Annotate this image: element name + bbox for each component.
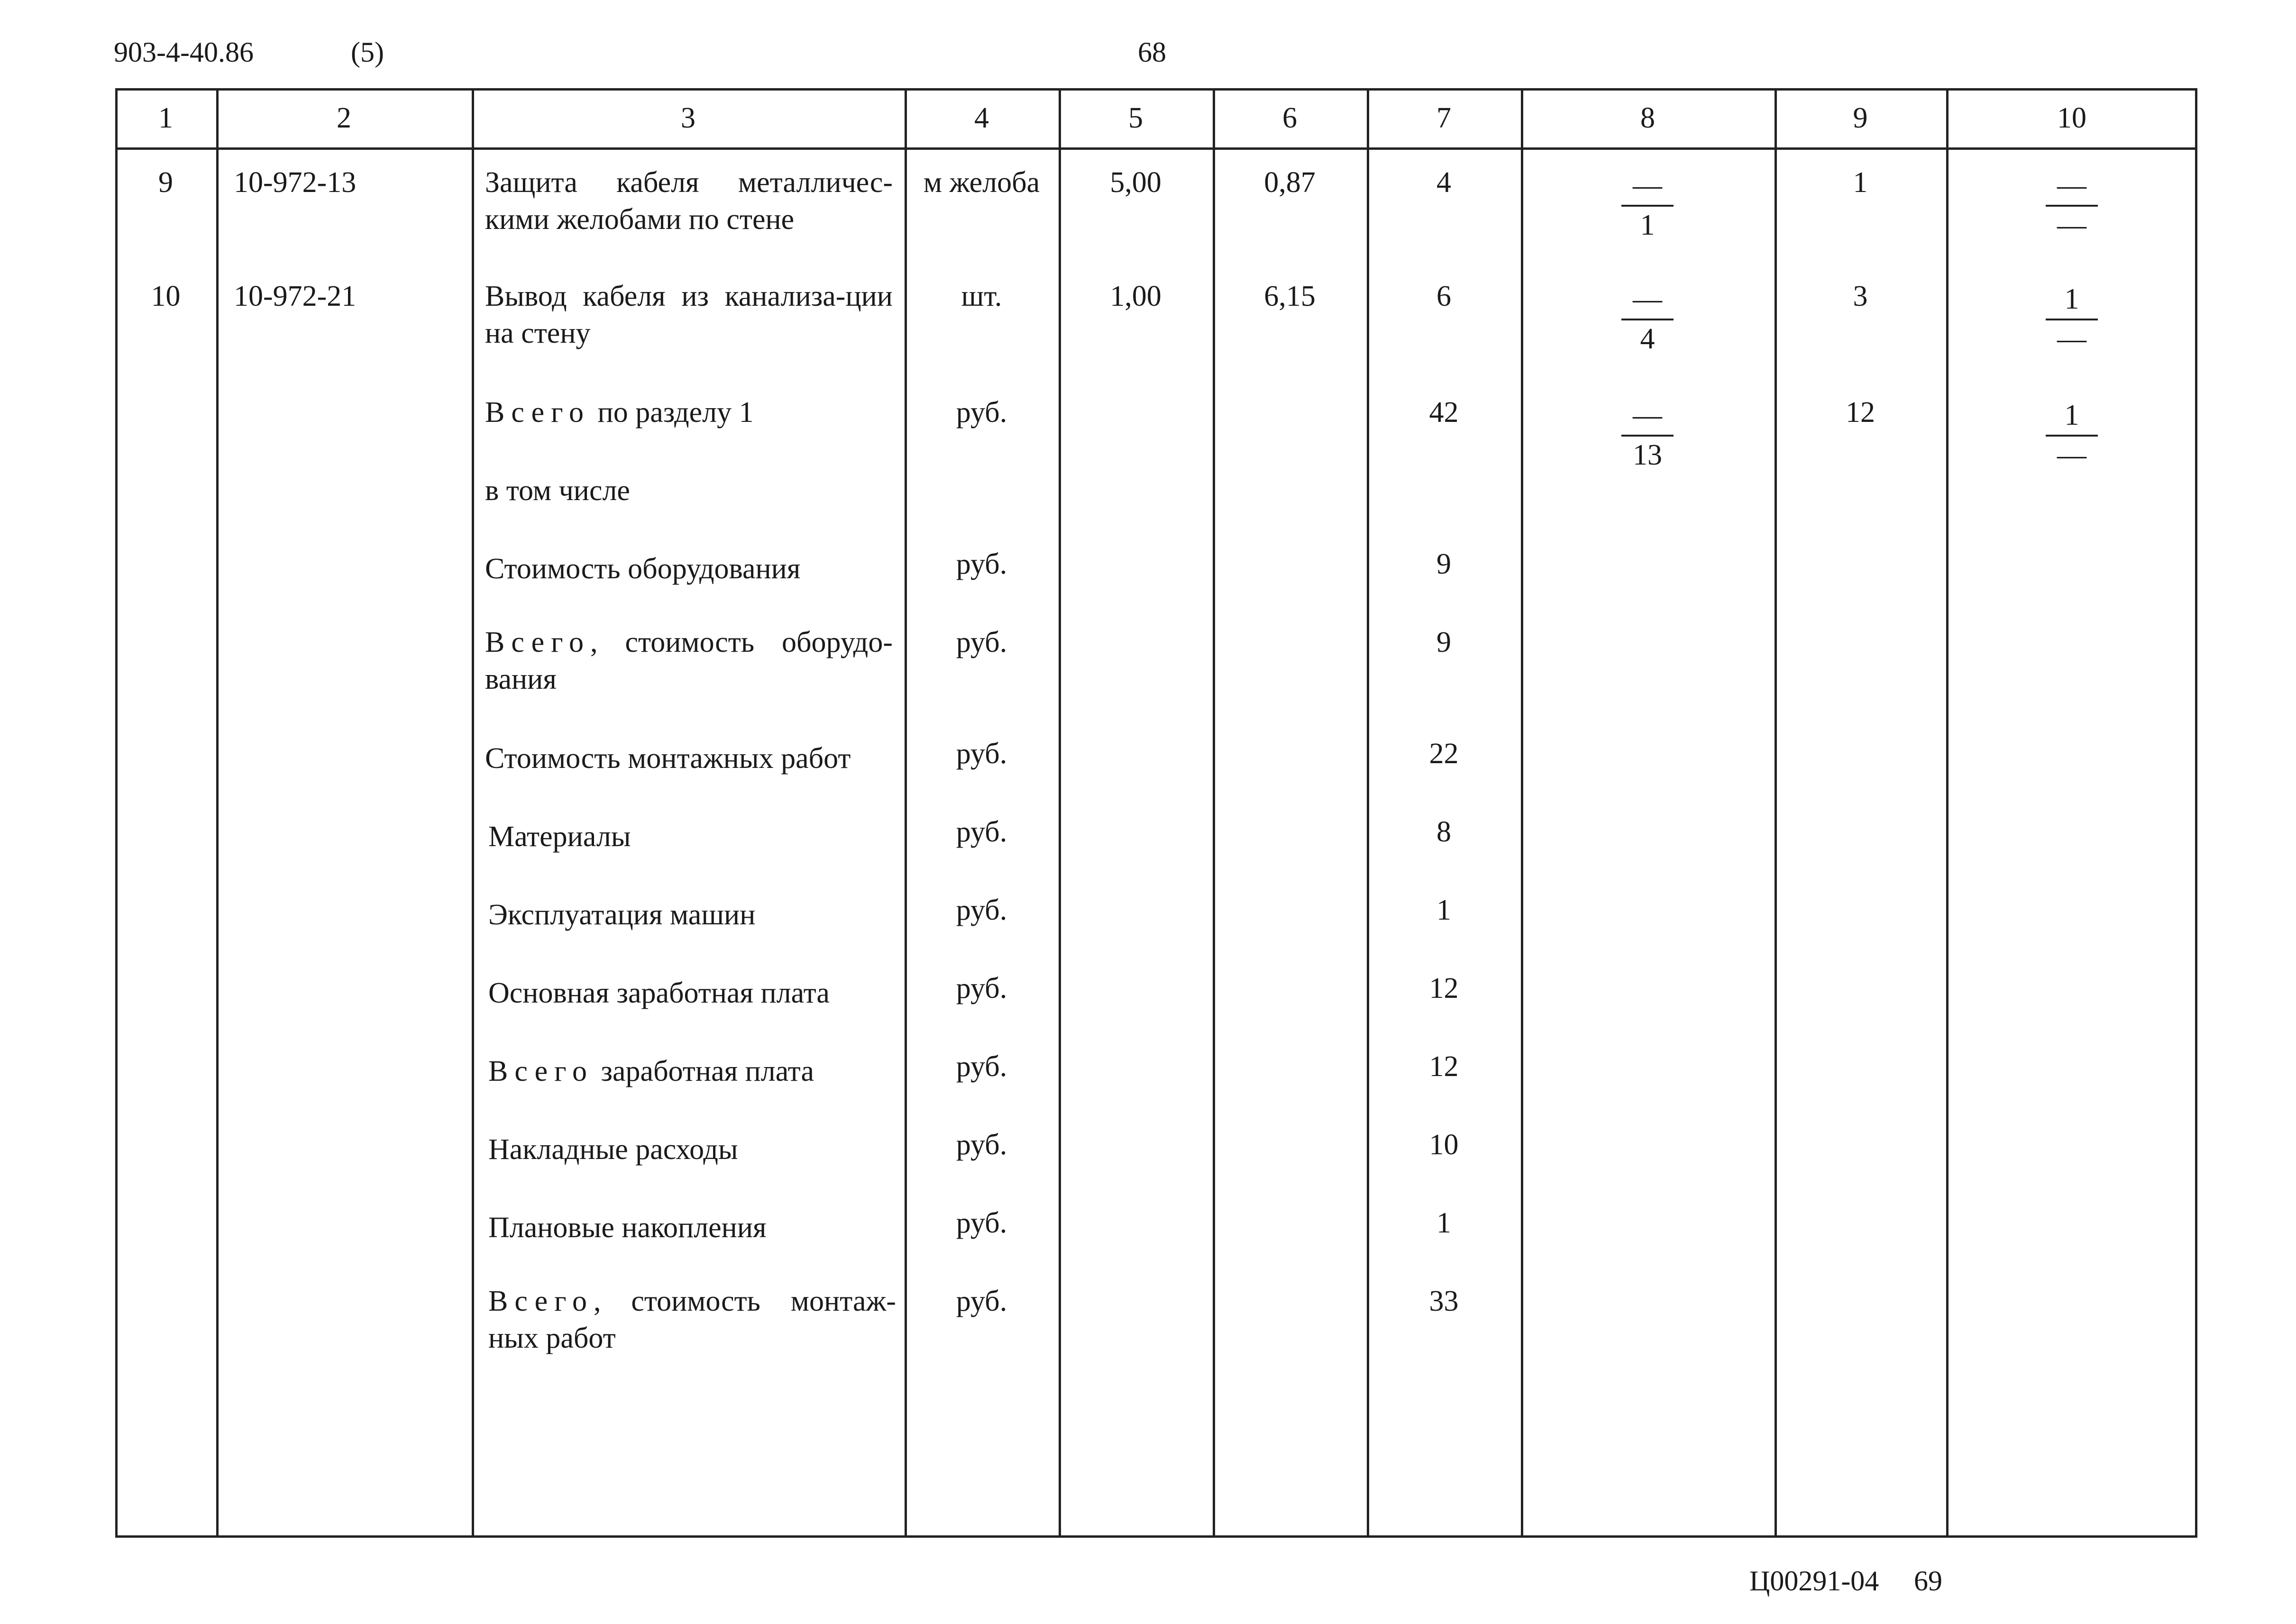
quantity: 1,00 (1110, 280, 1162, 312)
summary-unit: руб. (956, 1050, 1007, 1083)
col10-fraction: 1 — (2024, 399, 2119, 472)
column-header: 5 (1128, 102, 1143, 134)
unit-price: 6,15 (1264, 280, 1316, 312)
col9-value: 1 (1853, 166, 1868, 199)
work-description: Защита кабеля металличес-кими желобами по стене (485, 166, 893, 236)
document-code: 903-4-40.86 (114, 36, 254, 68)
work-description: Вывод кабеля из канализа-ции на стену (485, 280, 893, 349)
summary-unit: руб. (956, 816, 1007, 848)
summary-unit: руб. (956, 1285, 1007, 1317)
summary-total: 33 (1429, 1285, 1459, 1317)
page-number: 68 (1138, 36, 1166, 68)
summary-total: 22 (1429, 738, 1459, 770)
summary-label: в том числе (485, 474, 630, 507)
summary-total: 10 (1429, 1129, 1459, 1161)
summary-unit: руб. (956, 548, 1007, 580)
col10-fraction: 1 — (2024, 283, 2119, 356)
rate-code: 10-972-21 (234, 280, 357, 312)
summary-label: Основная заработная плата (488, 977, 830, 1009)
footer-code: Ц00291-04 (1749, 1565, 1879, 1597)
summary-label: Стоимость монтажных работ (485, 742, 851, 775)
summary-total: 42 (1429, 396, 1459, 429)
summary-label: Всего, стоимость монтаж-ных работ (488, 1285, 896, 1354)
column-header: 10 (2057, 102, 2086, 134)
col9-value: 3 (1853, 280, 1868, 312)
summary-total: 1 (1436, 1207, 1451, 1239)
sheet-number: (5) (351, 36, 384, 68)
summary-total: 8 (1436, 816, 1451, 848)
column-divider (1946, 88, 1948, 1538)
footer-page-number: 69 (1914, 1565, 1942, 1597)
column-header: 4 (974, 102, 989, 134)
summary-label: Стоимость оборудования (485, 553, 801, 585)
column-divider (472, 88, 474, 1538)
summary-unit: руб. (956, 1207, 1007, 1239)
col8-fraction: — 4 (1600, 283, 1695, 356)
summary-total: 12 (1429, 972, 1459, 1004)
column-header: 7 (1436, 102, 1451, 134)
col10-fraction: — — (2024, 169, 2119, 242)
summary-label: Плановые накопления (488, 1212, 767, 1244)
summary-unit: руб. (956, 738, 1007, 770)
unit: м желоба (923, 166, 1040, 199)
col9-value: 12 (1846, 396, 1875, 429)
column-header: 2 (337, 102, 351, 134)
column-divider (216, 88, 219, 1538)
header-divider (115, 147, 2197, 150)
summary-label: Всего заработная плата (488, 1055, 814, 1087)
summary-total: 9 (1436, 548, 1451, 580)
row-number: 10 (151, 280, 181, 312)
unit-price: 0,87 (1264, 166, 1316, 199)
column-divider (1521, 88, 1523, 1538)
summary-label: Всего по разделу 1 (485, 396, 754, 429)
column-header: 8 (1640, 102, 1655, 134)
column-header: 9 (1853, 102, 1868, 134)
quantity: 5,00 (1110, 166, 1162, 199)
summary-label: Материалы (488, 821, 631, 853)
summary-total: 12 (1429, 1050, 1459, 1083)
row-number: 9 (158, 166, 173, 199)
unit: шт. (961, 280, 1002, 312)
rate-code: 10-972-13 (234, 166, 357, 199)
summary-unit: руб. (956, 626, 1007, 658)
column-header: 6 (1282, 102, 1297, 134)
summary-total: 1 (1436, 894, 1451, 926)
estimate-table (115, 88, 2197, 1538)
summary-label: Накладные расходы (488, 1133, 738, 1166)
column-header: 3 (681, 102, 695, 134)
total-cost: 6 (1436, 280, 1451, 312)
summary-unit: руб. (956, 972, 1007, 1004)
summary-total: 9 (1436, 626, 1451, 658)
column-header: 1 (158, 102, 173, 134)
total-cost: 4 (1436, 166, 1451, 199)
summary-unit: руб. (956, 894, 1007, 926)
summary-label: Эксплуатация машин (488, 899, 756, 931)
summary-label: Всего, стоимость оборудо-вания (485, 626, 893, 695)
summary-unit: руб. (956, 396, 1007, 429)
col8-fraction: — 1 (1600, 169, 1695, 242)
summary-unit: руб. (956, 1129, 1007, 1161)
col8-fraction: — 13 (1600, 399, 1695, 472)
